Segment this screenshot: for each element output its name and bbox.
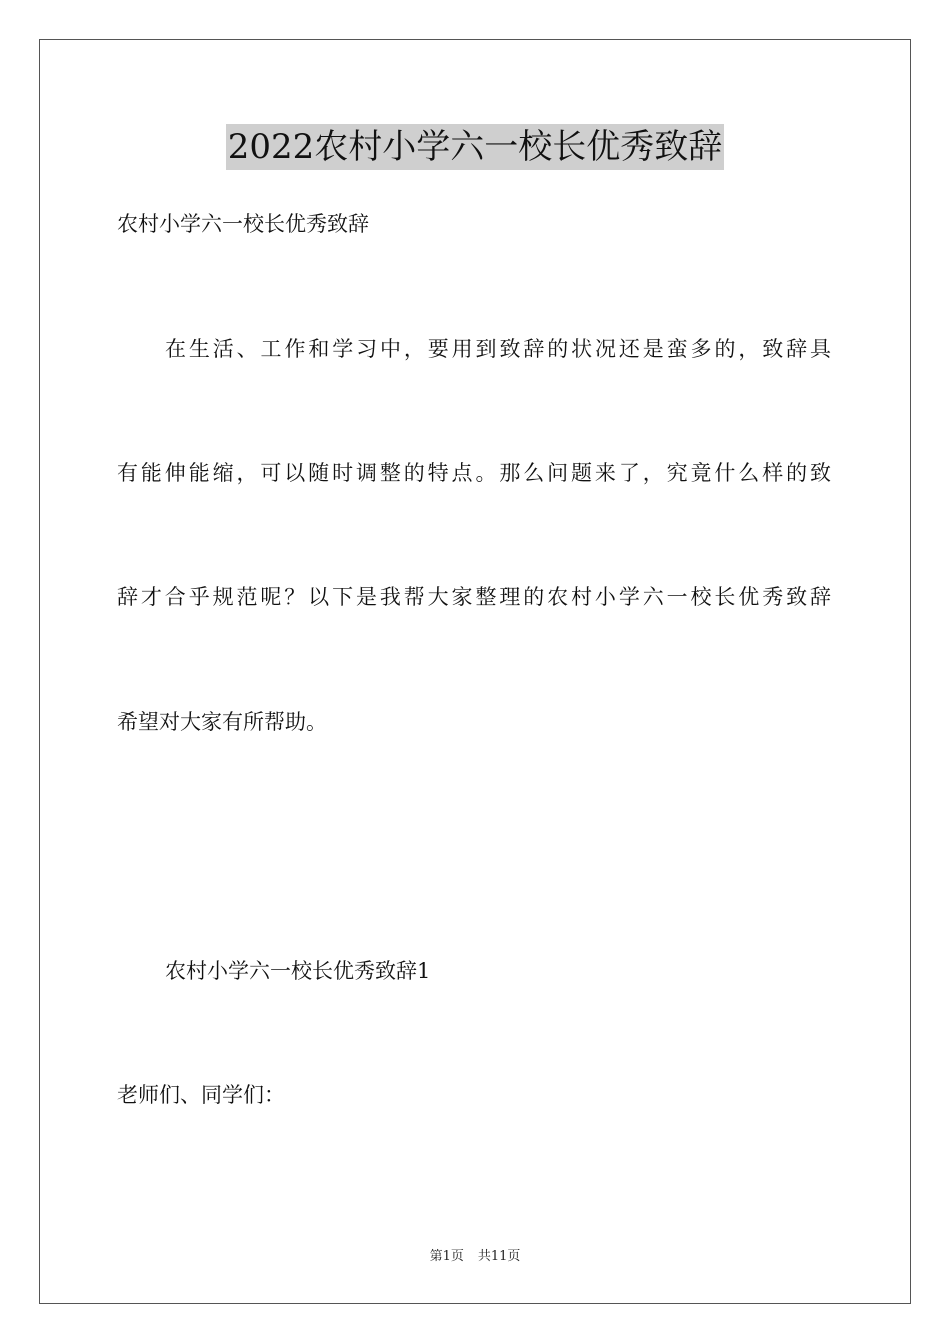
salutation: 老师们、同学们： bbox=[117, 1083, 285, 1107]
page-number: 第1页 bbox=[429, 1249, 464, 1264]
document-title-wrapper bbox=[0, 124, 950, 170]
page-footer bbox=[0, 1248, 950, 1266]
intro-paragraph-line-1: 在生活、工作和学习中，要用到致辞的状况还是蛮多的，致辞具 bbox=[165, 337, 831, 361]
page-total: 共11页 bbox=[477, 1249, 521, 1264]
intro-paragraph-line-4: 希望对大家有所帮助。 bbox=[117, 710, 327, 734]
intro-paragraph-line-2: 有能伸能缩，可以随时调整的特点。那么问题来了，究竟什么样的致 bbox=[117, 461, 831, 485]
document-subtitle: 农村小学六一校长优秀致辞 bbox=[117, 212, 369, 236]
section-heading: 农村小学六一校长优秀致辞1 bbox=[165, 959, 431, 983]
intro-paragraph-line-3: 辞才合乎规范呢？以下是我帮大家整理的农村小学六一校长优秀致辞 bbox=[117, 585, 831, 609]
document-title: 2022农村小学六一校长优秀致辞 bbox=[226, 124, 725, 170]
